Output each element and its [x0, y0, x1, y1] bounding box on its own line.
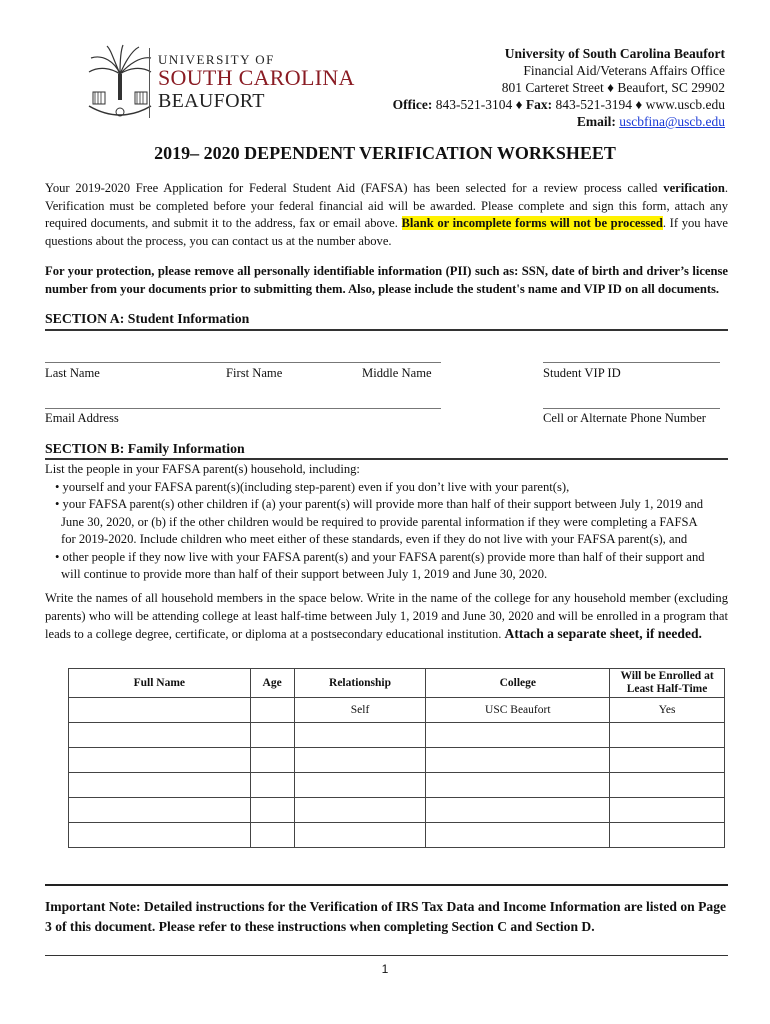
table-cell[interactable] [69, 723, 251, 748]
contact-institution: University of South Carolina Beaufort [504, 46, 725, 61]
table-cell[interactable] [250, 748, 294, 773]
logo-line-3: BEAUFORT [158, 90, 265, 112]
table-cell[interactable] [294, 748, 426, 773]
header-relationship: Relationship [294, 669, 426, 698]
cell-enrolled[interactable]: Yes [610, 698, 725, 723]
table-cell[interactable] [294, 773, 426, 798]
section-a-rule [45, 329, 728, 331]
bullet-other-people-2: will continue to provide more than half of their support between July 1, 2019 and June 30, 2020. [61, 567, 548, 581]
table-cell[interactable] [426, 723, 610, 748]
last-name-label: Last Name [45, 366, 100, 380]
write-names-text: Write the names of all household members in the space below. Write in the name of the college for any household member (excluding parents) who will be attending college at least half-time between July 1, 2019 and June 30, 2020 and will be enrolled in a program that leads to a college degree, certificate, or diploma at a postsecondary educational institution. [45, 591, 728, 641]
household-intro: List the people in your FAFSA parent(s) household, including: [45, 462, 360, 476]
header-enrolled: Will be Enrolled at Least Half-Time [610, 669, 725, 698]
palmetto-seal-icon [85, 44, 155, 120]
table-cell[interactable] [294, 723, 426, 748]
table-row [69, 723, 725, 748]
fax-label: Fax: [525, 97, 553, 112]
section-b-rule [45, 458, 728, 460]
bullet-yourself: • yourself and your FAFSA parent(s)(including step-parent) even if you don’t live with your parent(s), [55, 479, 570, 494]
header-full-name: Full Name [69, 669, 251, 698]
household-instructions [45, 461, 728, 584]
table-cell[interactable] [610, 723, 725, 748]
cell-college[interactable]: USC Beaufort [426, 698, 610, 723]
intro-paragraph [45, 180, 728, 250]
intro-part-2: . Verification must be completed before your federal financial aid will be awarded. Please complete and sign this form, attach any required documents, and submit it to the address, fax or email above. [45, 181, 728, 230]
table-row [69, 798, 725, 823]
pii-protection-note: For your protection, please remove all personally identifiable information (PII) such as: SSN, date of birth and driver’s license number from your documents prior to submitting them. Also, please include the student's name and VIP ID on all documents. [45, 264, 728, 296]
email-field-line[interactable] [45, 408, 441, 409]
office-label: Office: [392, 97, 433, 112]
logo-line-1: UNIVERSITY OF [158, 52, 275, 67]
bullet-other-children-1: • your FAFSA parent(s) other children if (a) your parent(s) will provide more than half of their support between July 1, 2019 and [55, 497, 704, 511]
email-link[interactable]: uscbfina@uscb.edu [619, 114, 725, 129]
uscb-logo [85, 44, 360, 122]
logo-divider [149, 48, 150, 118]
first-name-label: First Name [226, 366, 283, 380]
table-cell[interactable] [426, 748, 610, 773]
section-a-title: SECTION A: Student Information [45, 311, 250, 326]
middle-name-label: Middle Name [362, 366, 432, 380]
incomplete-forms-warning: Blank or incomplete forms will not be processed [401, 216, 663, 230]
table-cell[interactable] [610, 798, 725, 823]
phone-field-line[interactable] [543, 408, 720, 409]
contact-office: Financial Aid/Veterans Affairs Office [523, 63, 725, 78]
table-row [69, 698, 725, 723]
cell-full-name[interactable] [69, 698, 251, 723]
table-cell[interactable] [69, 798, 251, 823]
table-cell[interactable] [250, 723, 294, 748]
table-cell[interactable] [69, 823, 251, 848]
bullet-other-children-2: June 30, 2020, or (b) if the other children would be required to provide parental information if they were completing a FAFSA [61, 514, 698, 529]
table-cell[interactable] [426, 823, 610, 848]
section-b-title: SECTION B: Family Information [45, 441, 245, 456]
header-age: Age [250, 669, 294, 698]
logo-line-2: SOUTH CAROLINA [158, 65, 355, 90]
email-label: Email Address [45, 411, 119, 425]
table-cell[interactable] [69, 748, 251, 773]
table-cell[interactable] [610, 773, 725, 798]
page-title: 2019– 2020 DEPENDENT VERIFICATION WORKSHEET [154, 143, 616, 163]
write-names-instructions [45, 590, 728, 644]
bullet-other-people-1: • other people if they now live with your FAFSA parent(s) and your FAFSA parent(s) provide more than half of their support and [55, 549, 705, 564]
table-cell[interactable] [250, 773, 294, 798]
footer-rule [45, 955, 728, 956]
intro-part-3: . If you have questions about the process, you can contact us at the number above. [45, 216, 728, 248]
contact-address: 801 Carteret Street ♦ Beaufort, SC 29902 [501, 80, 725, 95]
table-cell[interactable] [610, 823, 725, 848]
header-college: College [426, 669, 610, 698]
important-note: Important Note: Detailed instructions for the Verification of IRS Tax Data and Income Information are listed on Page 3 of this document. Please refer to these instructions when completing Section C and Section D. [45, 899, 727, 934]
contact-block [393, 45, 725, 130]
household-table [68, 668, 725, 848]
cell-age[interactable] [250, 698, 294, 723]
table-cell[interactable] [610, 748, 725, 773]
intro-bold-word: verification [663, 181, 725, 195]
table-header-row [69, 669, 725, 698]
table-cell[interactable] [294, 823, 426, 848]
vip-id-field-line[interactable] [543, 362, 720, 363]
page-number: 1 [381, 962, 389, 976]
table-cell[interactable] [294, 798, 426, 823]
table-cell[interactable] [250, 798, 294, 823]
contact-phones [393, 96, 725, 113]
table-cell[interactable] [250, 823, 294, 848]
attach-sheet-note: Attach a separate sheet, if needed. [504, 626, 702, 641]
vip-id-label: Student VIP ID [543, 366, 621, 380]
table-cell[interactable] [426, 773, 610, 798]
table-cell[interactable] [69, 773, 251, 798]
table-row [69, 748, 725, 773]
bullet-other-children-3: for 2019-2020. Include children who meet either of these standards, even if they do not live with your FAFSA parent(s), and [61, 532, 688, 546]
email-label: Email: [576, 114, 616, 129]
cell-relationship[interactable]: Self [294, 698, 426, 723]
contact-email [393, 113, 725, 130]
fax-phone: 843-521-3194 ♦ www.uscb.edu [555, 97, 725, 112]
table-row [69, 773, 725, 798]
name-field-line[interactable] [45, 362, 441, 363]
intro-part-1: Your 2019-2020 Free Application for Federal Student Aid (FAFSA) has been selected for a review process called [45, 181, 664, 195]
office-phone: 843-521-3104 ♦ [435, 97, 523, 112]
important-note-rule-top [45, 884, 728, 886]
table-row [69, 823, 725, 848]
table-cell[interactable] [426, 798, 610, 823]
phone-label: Cell or Alternate Phone Number [543, 411, 706, 425]
